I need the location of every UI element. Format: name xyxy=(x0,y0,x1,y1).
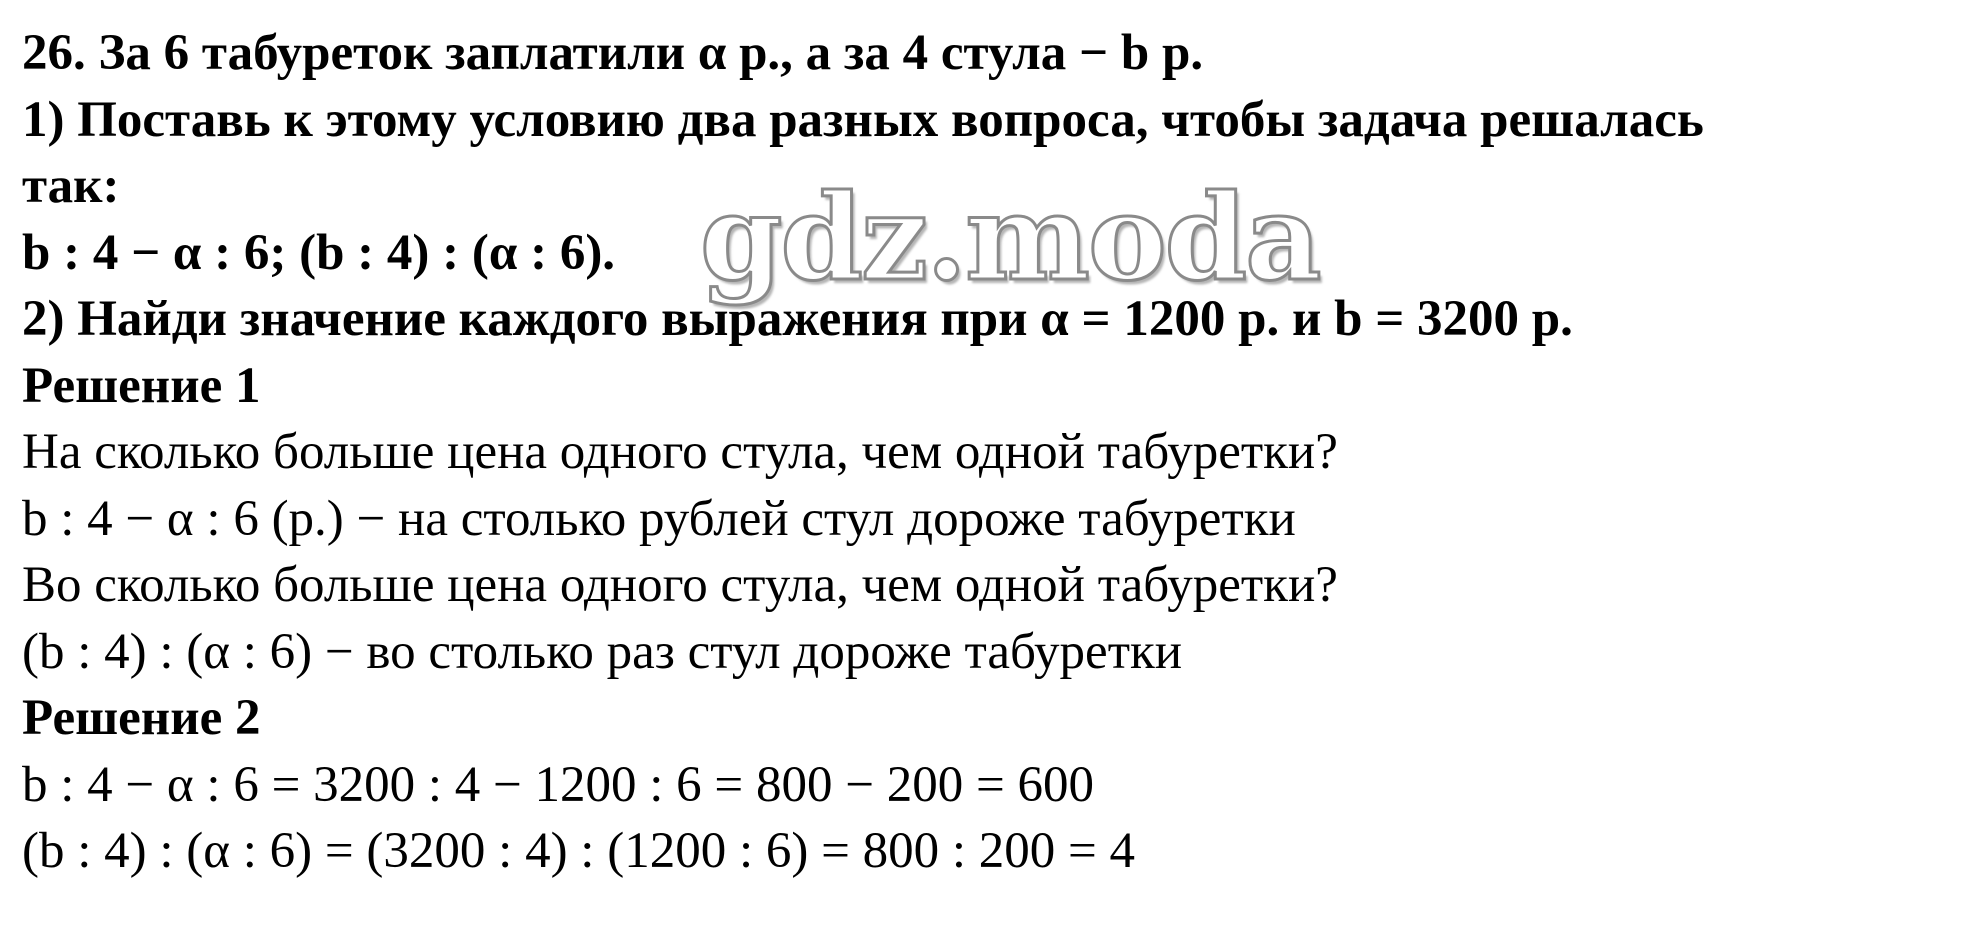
solution-2-heading: Решение 2 xyxy=(22,690,261,746)
solution-1-question-difference: На сколько больше цена одного стула, чем одной табуретки? xyxy=(22,424,1338,480)
solution-2-calculation-ratio: (b : 4) : (α : 6) = (3200 : 4) : (1200 : 6) = 800 : 200 = 4 xyxy=(22,823,1136,879)
watermark-logo: gdz.moda xyxy=(700,168,1320,307)
document-page xyxy=(22,20,1962,885)
task-expressions: b : 4 − α : 6; (b : 4) : (α : 6). xyxy=(22,224,616,281)
task-question-1-continuation: так: xyxy=(22,158,120,214)
task-question-2: 2) Найди значение каждого выражения при α = 1200 р. и b = 3200 р. xyxy=(22,291,1573,347)
task-question-1: 1) Поставь к этому условию два разных вопроса, чтобы задача решалась xyxy=(22,91,1704,148)
solution-1-question-ratio: Во сколько больше цена одного стула, чем одной табуретки? xyxy=(22,557,1338,613)
solution-1-answer-ratio: (b : 4) : (α : 6) − во столько раз стул дороже табуретки xyxy=(22,623,1183,680)
task-condition-line: 26. За 6 табуреток заплатили α р., а за 4 стула − b р. xyxy=(22,25,1204,81)
solution-1-answer-difference: b : 4 − α : 6 (р.) − на столько рублей стул дороже табуретки xyxy=(22,490,1296,547)
solution-2-calculation-difference: b : 4 − α : 6 = 3200 : 4 − 1200 : 6 = 800 − 200 = 600 xyxy=(22,756,1094,813)
solution-1-heading: Решение 1 xyxy=(22,357,261,414)
